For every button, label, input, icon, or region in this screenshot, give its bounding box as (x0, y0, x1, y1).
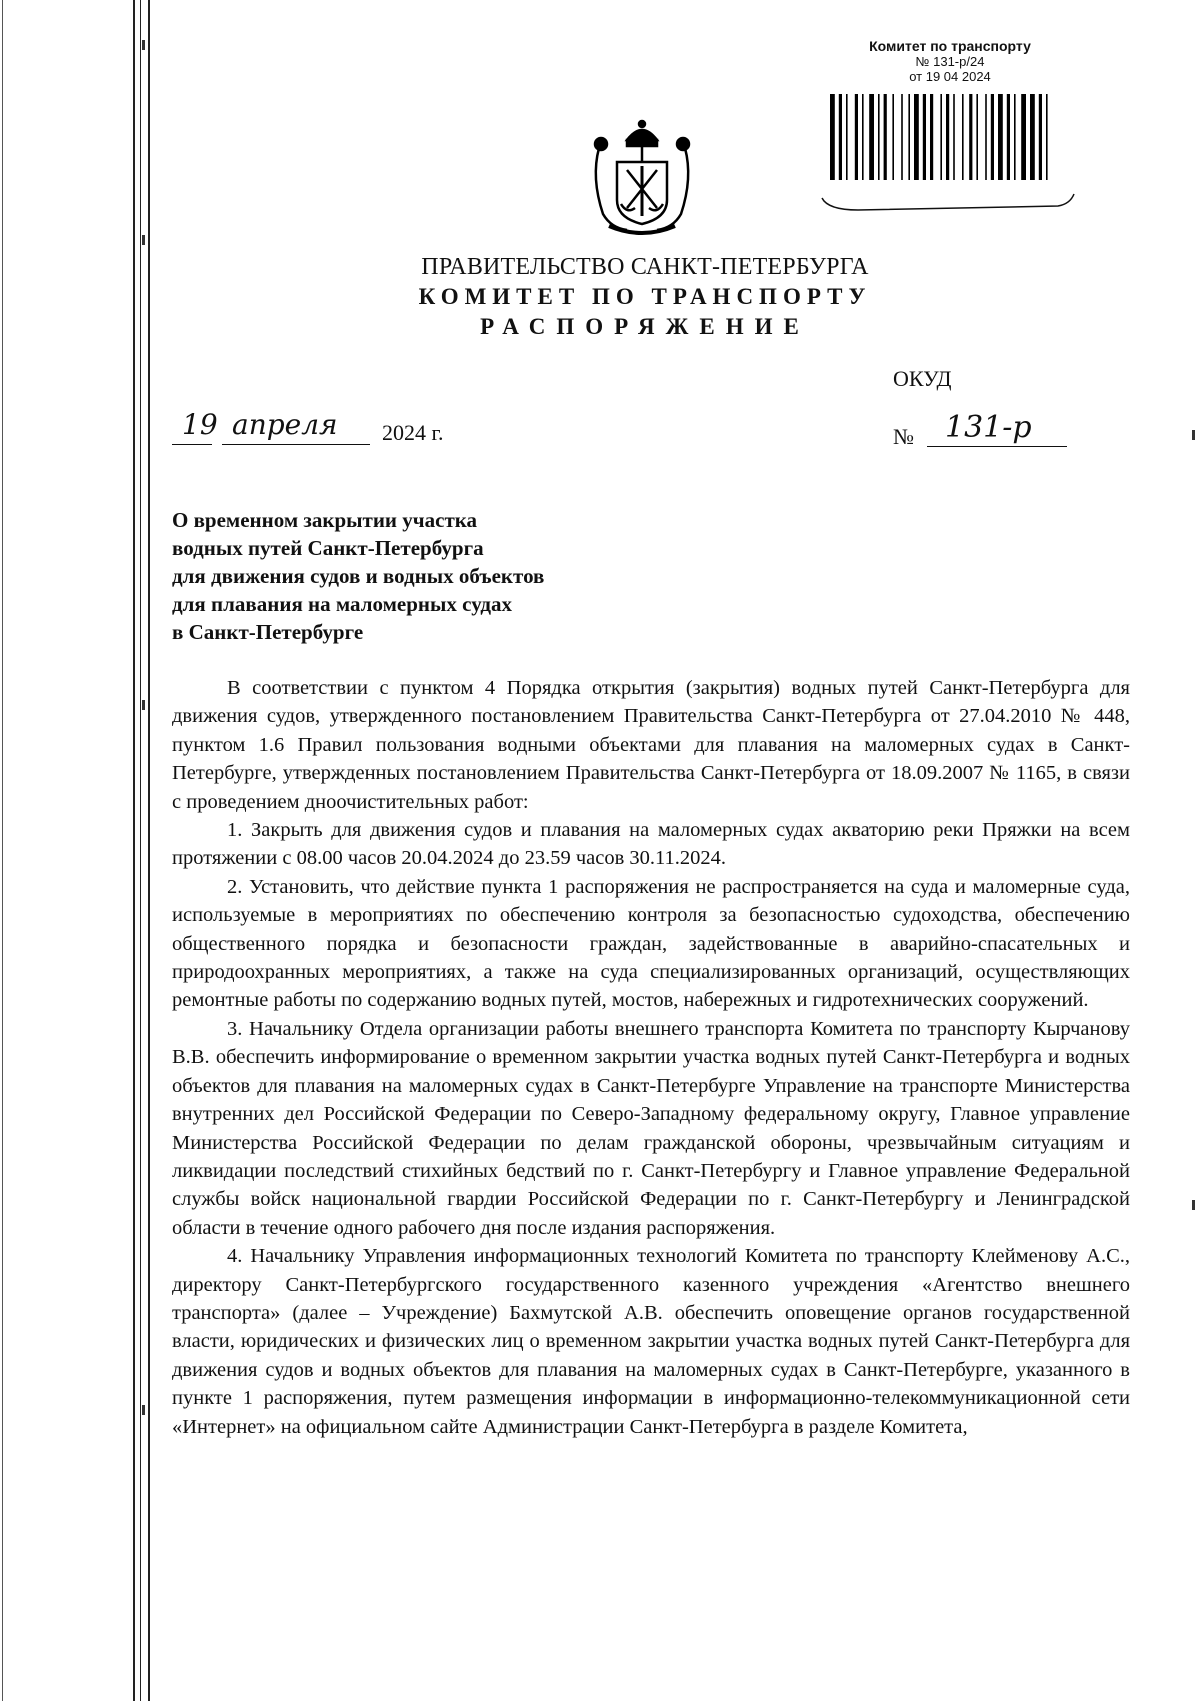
document-type: РАСПОРЯЖЕНИЕ (480, 314, 810, 339)
barcode-bar (991, 94, 994, 180)
barcode-bar (946, 94, 949, 180)
barcode-bar (839, 94, 842, 180)
clause-1-paragraph: 1. Закрыть для движения судов и плавания на маломерных судах акваторию реки Пряжки на всем протяжении с 08.00 часов 20.04.2024 до 23.59 часов 30.11.2024. (172, 819, 1130, 870)
stamp-underline (818, 188, 1078, 228)
barcode-bar (930, 94, 933, 180)
barcode-bar (901, 94, 903, 180)
barcode-bar (953, 94, 955, 180)
barcode-bar (962, 94, 964, 180)
barcode-bar (846, 94, 848, 180)
date-month-underline (222, 444, 370, 445)
clause-4-paragraph: 4. Начальнику Управления информационных технологий Комитета по транспорту Клейменову А.С., директору Санкт-Петербургского государственного казенного учреждения «Агентство внешнего транспорта» (далее – Учреждение) Бахмутской А.В. обеспечить оповещение органов государственной власти, юридических и физических лиц о временном закрытии участка водных путей Санкт-Петербурга для движения судов и водных объектов для плавания на маломерных судах в Санкт-Петербурге, указанного в пункте 1 распоряжения, путем размещения информации в информационно-телекоммуникационной сети «Интернет» на официальном сайте Администрации Санкт-Петербурга в разделе Комитета, (172, 1245, 1130, 1438)
scan-mark (1192, 1200, 1195, 1210)
subject-line: для плавания на маломерных судах (172, 592, 513, 616)
stamp-committee: Комитет по транспорту (869, 38, 1031, 54)
date-year: 2024 г. (382, 420, 444, 445)
barcode-bar (976, 94, 978, 180)
barcode-bar (884, 94, 887, 180)
scan-edge-line (2, 0, 3, 1701)
date-day: 19 (182, 408, 218, 441)
government-title: ПРАВИТЕЛЬСТВО САНКТ-ПЕТЕРБУРГА (421, 254, 869, 280)
number-value: 131-р (945, 410, 1032, 445)
subject-line: О временном закрытии участка (172, 508, 478, 532)
document-body (172, 674, 1130, 1441)
scan-mark (142, 235, 145, 245)
stamp-number: № 131-р/24 (915, 54, 985, 69)
subject-line: для движения судов и водных объектов (172, 564, 545, 588)
coat-of-arms-icon (587, 118, 697, 238)
document-subject (172, 506, 544, 646)
barcode-bar (908, 94, 910, 180)
subject-line: в Санкт-Петербурге (172, 620, 364, 644)
preamble-paragraph: В соответствии с пунктом 4 Порядка открытия (закрытия) водных путей Санкт-Петербурга для движения судов, утвержденного постановлением Правительства Санкт-Петербурга от 27.04.2010 № 448, пунктом 1.6 Правил пользования водными объектами для плавания на маломерных судах в Санкт-Петербурге, утвержденных постановлением Правительства Санкт-Петербурга от 18.09.2007 № 1165, в связи с проведением дноочистительных работ: (172, 677, 1130, 813)
document-date (172, 408, 492, 454)
barcode-bar (830, 94, 835, 180)
barcode-bar (855, 94, 858, 180)
barcode-bar (969, 94, 972, 180)
document-number (893, 410, 1063, 454)
barcode-bar (1007, 94, 1010, 180)
okud-label: ОКУД (893, 366, 952, 391)
barcode-bar (923, 94, 926, 180)
committee-title: КОМИТЕТ ПО ТРАНСПОРТУ (418, 284, 872, 309)
barcode (828, 94, 1056, 180)
barcode-bar (998, 94, 1003, 180)
barcode-bar (1046, 94, 1048, 180)
date-month: апреля (232, 408, 338, 441)
barcode-bar (985, 94, 987, 180)
subject-line: водных путей Санкт-Петербурга (172, 536, 484, 560)
barcode-bar (869, 94, 874, 180)
barcode-bar (862, 94, 864, 180)
barcode-bar (1030, 94, 1035, 180)
barcode-bar (1039, 94, 1042, 180)
barcode-bar (940, 94, 942, 180)
clause-3-paragraph: 3. Начальнику Отдела организации работы внешнего транспорта Комитета по транспорту Кырчанову В.В. обеспечить информирование о временном закрытии участка водных путей Санкт-Петербурга и водных объектов для плавания на маломерных судах в Санкт-Петербурге Управление на транспорте Министерства внутренних дел Российской Федерации по Северо-Западному федеральному округу, Главное управление Министерства Российской Федерации по делам гражданской обороны, чрезвычайным ситуациям и ликвидации последствий стихийных бедствий по г. Санкт-Петербургу и Главное управление Федеральной службы войск национальной гвардии Российской Федерации по г. Санкт-Петербургу и Ленинградской области в течение одного рабочего дня после издания распоряжения. (172, 1017, 1130, 1239)
scan-mark (142, 1405, 145, 1415)
number-sign: № (893, 424, 914, 449)
scan-mark (142, 700, 145, 710)
barcode-bar (1021, 94, 1026, 180)
number-underline (927, 446, 1067, 447)
registration-stamp (825, 38, 1075, 84)
barcode-bar (1014, 94, 1016, 180)
scan-mark (142, 40, 145, 50)
barcode-bar (892, 94, 894, 180)
barcode-bar (914, 94, 919, 180)
barcode-bar (878, 94, 880, 180)
clause-2-paragraph: 2. Установить, что действие пункта 1 распоряжения не распространяется на суда и маломерные суда, используемые в мероприятиях по обеспечению контроля за безопасностью судоходства, обеспечению общественного порядка и безопасности граждан, задействованные в аварийно-спасательных и природоохранных мероприятиях, а также на суда специализированных организаций, осуществляющих ремонтные работы по содержанию водных путей, мостов, набережных и гидротехнических сооружений. (172, 875, 1130, 1012)
scan-mark (1192, 430, 1195, 440)
date-day-underline (172, 444, 212, 445)
stamp-date: от 19 04 2024 (909, 69, 991, 84)
